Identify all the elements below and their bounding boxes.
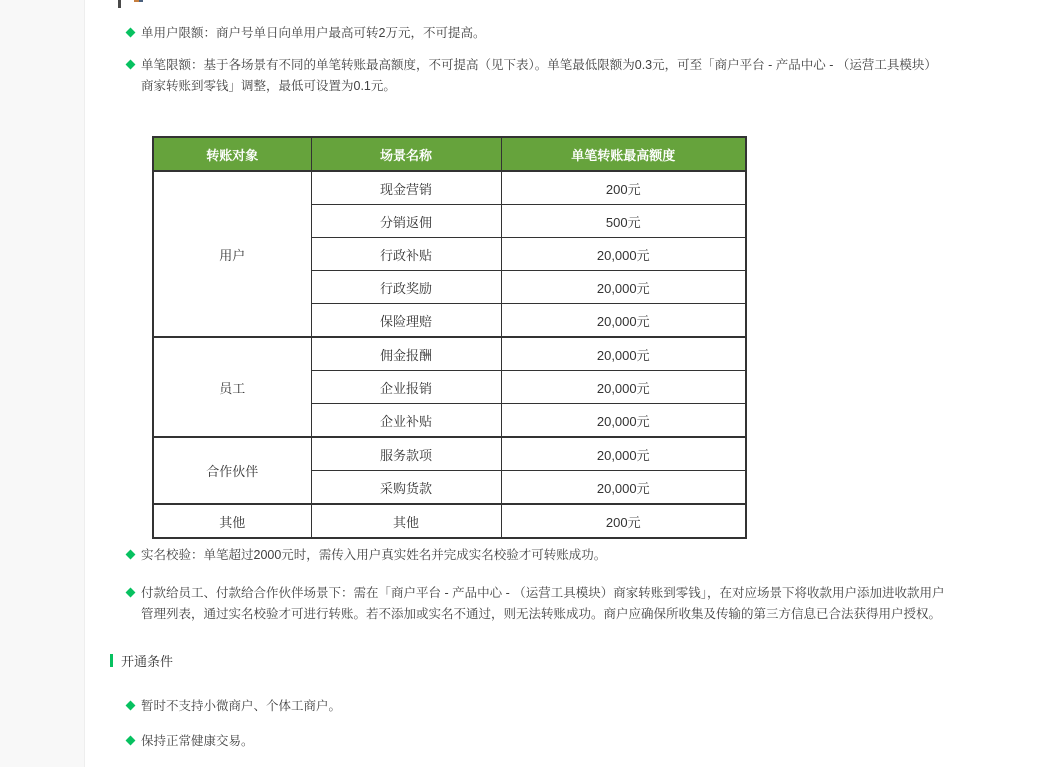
bullet-realname-check (127, 545, 606, 565)
clipped-text-fragment (118, 0, 121, 8)
cell-target-group: 用户 (153, 171, 311, 337)
cell-scene: 现金营销 (311, 171, 501, 205)
bullet-text-line1: 付款给员工、付款给合作伙伴场景下：需在「商户平台 - 产品中心 - （运营工具模块）商家转账到零钱」，在对应场景下将收款用户添加进收款用户 (141, 586, 945, 600)
cell-amount: 500元 (501, 205, 746, 238)
cell-amount: 20,000元 (501, 404, 746, 438)
transfer-limit-table (152, 136, 747, 539)
bullet-text-line2: 管理列表，通过实名校验才可进行转账。若不添加或实名不通过，则无法转账成功。商户应确保所收集及传输的第三方信息已合法获得用户授权。 (141, 607, 942, 621)
clipped-text-fragment (139, 0, 143, 2)
bullet-text: 保持正常健康交易。 (141, 734, 254, 748)
cell-amount: 20,000元 (501, 437, 746, 471)
bullet-condition-2 (127, 731, 254, 751)
cell-amount: 20,000元 (501, 471, 746, 505)
cell-scene: 行政奖励 (311, 271, 501, 304)
cell-scene: 保险理赔 (311, 304, 501, 338)
bullet-text-line2: 商家转账到零钱」调整，最低可设置为0.1元。 (141, 79, 396, 93)
cell-amount: 200元 (501, 171, 746, 205)
bullet-condition-1 (127, 696, 341, 716)
cell-amount: 20,000元 (501, 304, 746, 338)
bullet-text: 实名校验：单笔超过2000元时，需传入用户真实姓名并完成实名校验才可转账成功。 (141, 548, 607, 562)
cell-amount: 20,000元 (501, 271, 746, 304)
cell-amount: 20,000元 (501, 238, 746, 271)
cell-scene: 企业补贴 (311, 404, 501, 438)
cell-amount: 20,000元 (501, 371, 746, 404)
table-row (153, 437, 746, 471)
col-header-scene: 场景名称 (311, 137, 501, 171)
table-row (153, 337, 746, 371)
cell-scene: 采购货款 (311, 471, 501, 505)
left-gutter (0, 0, 85, 767)
section-activation-conditions (110, 651, 173, 670)
diamond-bullet-icon (126, 736, 136, 746)
cell-scene: 其他 (311, 504, 501, 538)
table-row (153, 171, 746, 205)
bullet-text-line1: 单笔限额：基于各场景有不同的单笔转账最高额度，不可提高（见下表）。单笔最低限额为0.3元，可至「商户平台 - 产品中心 - （运营工具模块） (141, 58, 937, 72)
diamond-bullet-icon (126, 550, 136, 560)
section-title: 开通条件 (121, 654, 174, 669)
bullet-per-user-limit (127, 23, 485, 43)
bullet-text: 暂时不支持小微商户、个体工商户。 (141, 699, 342, 713)
section-marker-bar (110, 654, 113, 667)
col-header-target: 转账对象 (153, 137, 311, 171)
bullet-employee-partner (127, 583, 944, 625)
cell-scene: 佣金报酬 (311, 337, 501, 371)
cell-target-group: 合作伙伴 (153, 437, 311, 504)
diamond-bullet-icon (126, 28, 136, 38)
cell-scene: 服务款项 (311, 437, 501, 471)
cell-scene: 行政补贴 (311, 238, 501, 271)
diamond-bullet-icon (126, 701, 136, 711)
diamond-bullet-icon (126, 588, 136, 598)
cell-amount: 200元 (501, 504, 746, 538)
bullet-text: 单用户限额：商户号单日向单用户最高可转2万元，不可提高。 (141, 26, 486, 40)
col-header-max-amount: 单笔转账最高额度 (501, 137, 746, 171)
cell-amount: 20,000元 (501, 337, 746, 371)
table-row (153, 504, 746, 538)
bullet-per-txn-limit (127, 55, 937, 97)
cell-target-group: 员工 (153, 337, 311, 437)
cell-scene: 分销返佣 (311, 205, 501, 238)
cell-scene: 企业报销 (311, 371, 501, 404)
diamond-bullet-icon (126, 60, 136, 70)
cell-target-group: 其他 (153, 504, 311, 538)
table-header-row (153, 137, 746, 171)
